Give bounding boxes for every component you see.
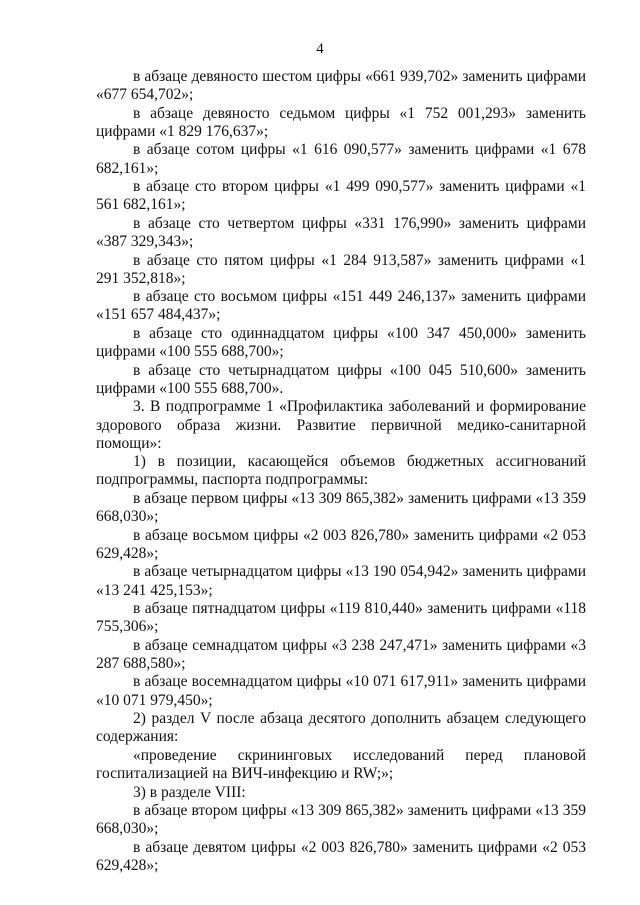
- document-body: [96, 68, 586, 875]
- paragraph: в абзаце четырнадцатом цифры «13 190 054,942» заменить цифрами «13 241 425,153»;: [96, 563, 586, 599]
- paragraph: в абзаце сто четырнадцатом цифры «100 045 510,600» заменить цифрами «100 555 688,700».: [96, 361, 586, 397]
- page-number: 4: [316, 41, 324, 57]
- paragraph: в абзаце сотом цифры «1 616 090,577» заменить цифрами «1 678 682,161»;: [96, 141, 586, 177]
- paragraph: в абзаце девяносто шестом цифры «661 939,702» заменить цифрами «677 654,702»;: [96, 68, 586, 104]
- quoted-paragraph: «проведение скрининговых исследований перед плановой госпитализацией на ВИЧ-инфекцию и RW;»;: [96, 746, 586, 783]
- paragraph: в абзаце втором цифры «13 309 865,382» заменить цифрами «13 359 668,030»;: [96, 802, 586, 838]
- paragraph: в абзаце сто одиннадцатом цифры «100 347 450,000» заменить цифрами «100 555 688,700»;: [96, 324, 586, 361]
- section-heading: 3. В подпрограмме 1 «Профилактика заболеваний и формирование здорового образа жизни. Развитие первичной медико-санитарной помощи»:: [96, 398, 586, 452]
- paragraph: в абзаце пятнадцатом цифры «119 810,440» заменить цифрами «118 755,306»;: [96, 600, 586, 636]
- paragraph: 3) в разделе VIII:: [133, 783, 246, 801]
- paragraph: в абзаце восемнадцатом цифры «10 071 617,911» заменить цифрами «10 071 979,450»;: [96, 673, 586, 709]
- paragraph: в абзаце восьмом цифры «2 003 826,780» заменить цифрами «2 053 629,428»;: [96, 526, 586, 562]
- paragraph: в абзаце первом цифры «13 309 865,382» заменить цифрами «13 359 668,030»;: [96, 489, 586, 526]
- paragraph: в абзаце сто втором цифры «1 499 090,577» заменить цифрами «1 561 682,161»;: [96, 178, 586, 214]
- paragraph: в абзаце девятом цифры «2 003 826,780» заменить цифрами «2 053 629,428»;: [96, 838, 586, 874]
- paragraph: 1) в позиции, касающейся объемов бюджетных ассигнований подпрограммы, паспорта подпрограммы:: [96, 453, 586, 489]
- paragraph: в абзаце сто четвертом цифры «331 176,990» заменить цифрами «387 329,343»;: [96, 214, 586, 251]
- paragraph: в абзаце семнадцатом цифры «3 238 247,471» заменить цифрами «3 287 688,580»;: [96, 636, 586, 672]
- paragraph: в абзаце сто восьмом цифры «151 449 246,137» заменить цифрами «151 657 484,437»;: [96, 288, 586, 324]
- paragraph: в абзаце девяносто седьмом цифры «1 752 001,293» заменить цифрами «1 829 176,637»;: [96, 104, 586, 140]
- paragraph: 2) раздел V после абзаца десятого дополнить абзацем следующего содержания:: [96, 710, 586, 746]
- paragraph: в абзаце сто пятом цифры «1 284 913,587» заменить цифрами «1 291 352,818»;: [96, 251, 586, 287]
